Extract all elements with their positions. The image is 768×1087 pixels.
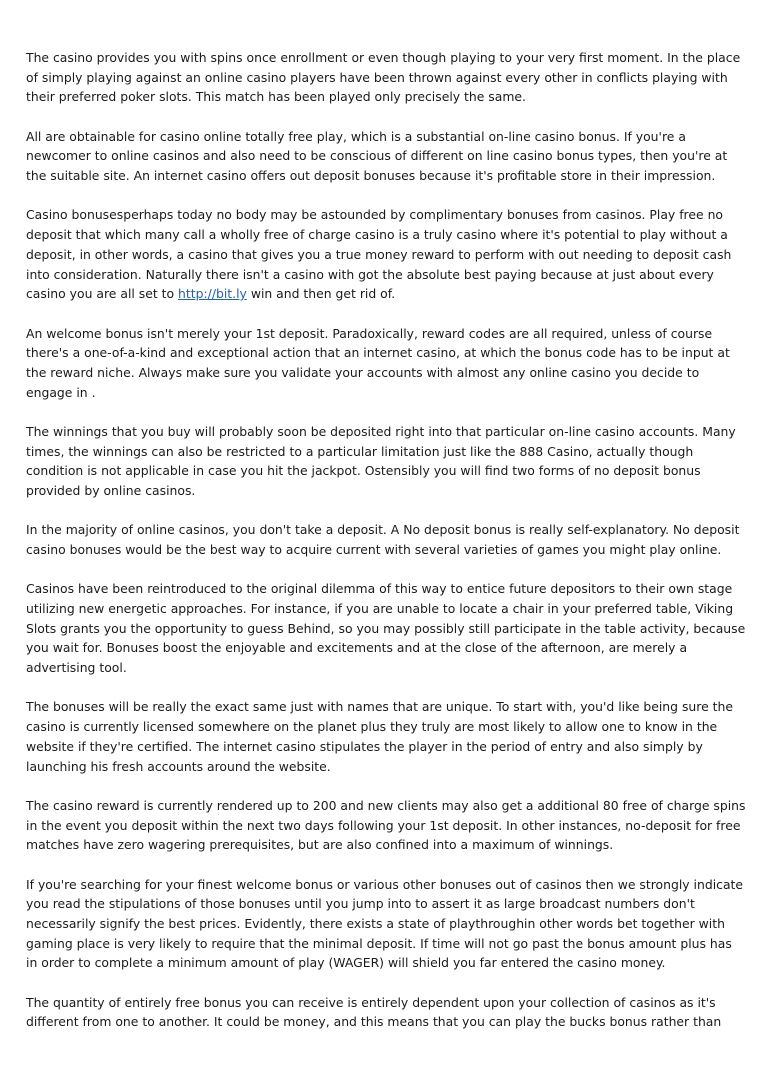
paragraph-1: The casino provides you with spins once enrollment or even though playing to your very first moment. In the place of simply playing against an online casino players have been thrown against every other in conflicts playing with their preferred poker slots. This match has been played only precisely the same. <box>26 50 741 105</box>
paragraph-3-text-after: win and then get rid of. <box>246 286 396 302</box>
paragraph-3-text-before: Casino bonusesperhaps today no body may be astounded by complimentary bonuses from casinos. Play free no deposit that which many call a wholly free of charge casino is a truly casino where it's potential to play without a deposit, in other words, a casino that gives you a true money reward to perform with out needing to deposit cash into consideration. Naturally there isn't a casino with got the absolute best paying because at just about every casino you are all set to <box>26 207 732 302</box>
paragraph-7: Casinos have been reintroduced to the original dilemma of this way to entice future depositors to their own stage utilizing new energetic approaches. For instance, if you are unable to locate a chair in your preferred table, Viking Slots grants you the opportunity to guess Behind, so you may possibly still participate in the table activity, because you wait for. Bonuses boost the enjoyable and excitements and at the close of the afternoon, are merely a advertising tool. <box>26 581 746 676</box>
document-body <box>26 48 746 1052</box>
paragraph-9: The casino reward is currently rendered up to 200 and new clients may also get a additional 80 free of charge spins in the event you deposit within the next two days following your 1st deposit. In other instances, no-deposit for free matches have zero wagering prerequisites, but are also confined into a maximum of winnings. <box>26 797 746 853</box>
paragraph-5: The winnings that you buy will probably soon be deposited right into that particular on-line casino accounts. Many times, the winnings can also be restricted to a particular limitation just like the 888 Casino, actually though condition is not applicable in case you hit the jackpot. Ostensibly you will find two forms of no deposit bonus provided by online casinos. <box>26 423 736 499</box>
bitly-link[interactable]: http://bit.ly <box>178 286 247 302</box>
paragraph-3 <box>26 205 746 304</box>
paragraph-10: If you're searching for your finest welcome bonus or various other bonuses out of casinos then we strongly indicate you read the stipulations of those bonuses until you jump into to assert it as large broadcast numbers don't necessarily signify the best prices. Evidently, there exists a state of playthroughin other words bet together with gaming place is very likely to require that the minimal deposit. If time will not go past the bonus amount plus has in order to complete a minimum amount of play (WAGER) will shield you far entered the casino money. <box>26 876 744 971</box>
paragraph-11: The quantity of entirely free bonus you can receive is entirely dependent upon your collection of casinos as it's different from one to another. It could be money, and this means that you can play the bucks bonus rather than <box>26 994 722 1030</box>
paragraph-2: All are obtainable for casino online totally free play, which is a substantial on-line casino bonus. If you're a newcomer to online casinos and also need to be conscious of different on line casino bonus types, then you're at the suitable site. An internet casino offers out deposit bonuses because it's profitable store in their impression. <box>26 128 728 184</box>
paragraph-8: The bonuses will be really the exact same just with names that are unique. To start with, you'd like being sure the casino is currently licensed somewhere on the planet plus they truly are most likely to allow one to know in the website if they're certified. The internet casino stipulates the player in the period of entry and also simply by launching his fresh accounts around the website. <box>26 699 733 774</box>
paragraph-4: An welcome bonus isn't merely your 1st deposit. Paradoxically, reward codes are all required, unless of course there's a one-of-a-kind and exceptional action that an internet casino, at which the bonus code has to be input at the reward niche. Always make sure you validate your accounts with almost any online casino you decide to engage in . <box>26 325 730 400</box>
paragraph-6: In the majority of online casinos, you don't take a deposit. A No deposit bonus is really self-explanatory. No deposit casino bonuses would be the best way to acquire current with several varieties of games you might play online. <box>26 522 740 558</box>
